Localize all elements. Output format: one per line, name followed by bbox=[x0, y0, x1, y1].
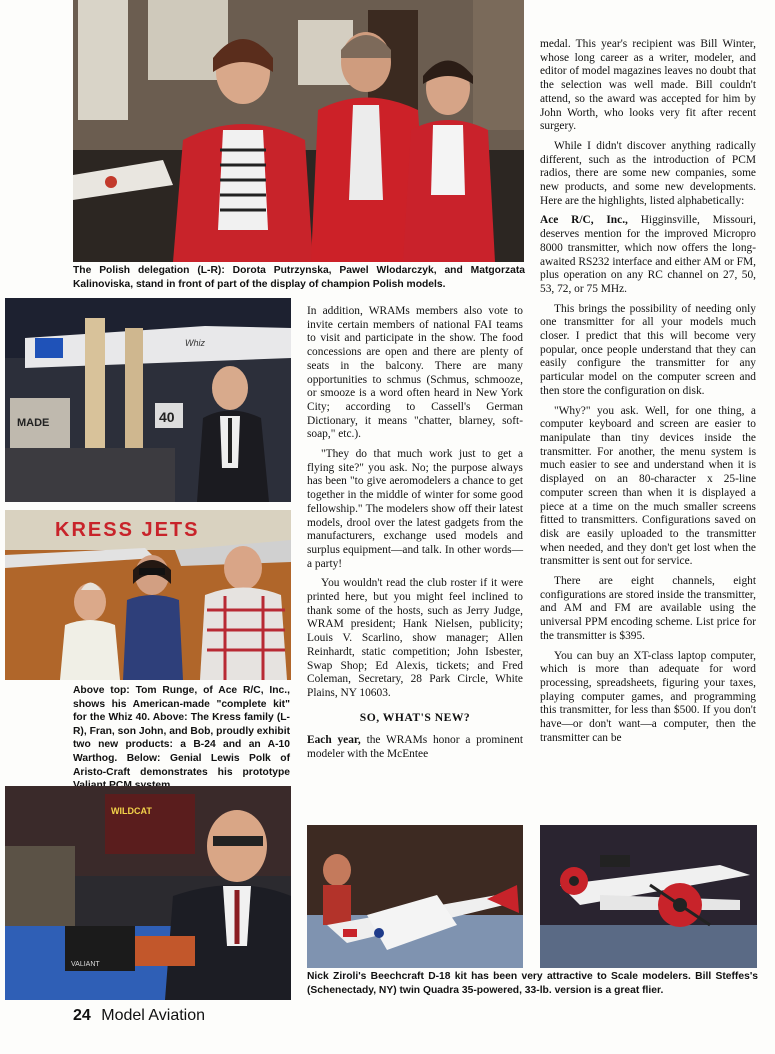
photo-kress-jets bbox=[5, 510, 291, 680]
wildcat-sign-text: WILDCAT bbox=[111, 806, 152, 816]
page-footer bbox=[73, 1007, 205, 1025]
photo-beechcraft-2 bbox=[540, 825, 757, 968]
right-paragraph-6: There are eight channels, eight configurations are stored inside the transmitter, and AM and FM are available using the universal PPM encoding scheme. List price for the transmitter is $395. bbox=[540, 575, 756, 642]
mid-paragraph-4 bbox=[307, 734, 523, 761]
middle-text-column bbox=[307, 305, 523, 768]
right-paragraph-2: While I didn't discover anything radically different, such as the introduction of PCM radios, there are some new companies, some new products, and some new developments. Here are the highlights, listed alphabetically: bbox=[540, 139, 756, 207]
photo-ace-rc bbox=[5, 298, 291, 502]
valiant-label-text: VALIANT bbox=[71, 961, 100, 968]
caption-left-photos: Above top: Tom Runge, of Ace R/C, Inc., shows his American-made "complete kit" for the Whiz 40. Above: The Kress family (L-R), Fran, son John, and Bob, proudly exhibit two new products: a B-24 and an A-10 Warthog. Below: Genial Lewis Polk of Aristo-Craft demonstrates his prototype bbox=[73, 685, 290, 778]
mid-paragraph-4-lead: Each year, bbox=[307, 734, 361, 747]
photo-polish-delegation bbox=[73, 0, 524, 262]
right-paragraph-3-lead: Ace R/C, Inc., bbox=[540, 214, 628, 227]
right-paragraph-3 bbox=[540, 214, 756, 296]
page-number: 24 bbox=[73, 1007, 91, 1024]
booth-number-text: 40 bbox=[159, 409, 175, 425]
kress-jets-banner: KRESS JETS bbox=[55, 519, 200, 541]
right-paragraph-1: medal. This year's recipient was Bill Winter, whose long career as a writer, modeler, and editor of model magazines leaves no doubt that the selection was well made. Bill couldn't attend, so the award was accepted for him by John Worth, who looks very fit after recent surgery. bbox=[540, 38, 756, 133]
caption-polish-delegation: The Polish delegation (L-R): Dorota Putrzynska, Pawel Wlodarczyk, and Matgorzata Kalinoviska, stand in front of part of the display of champion Polish models. bbox=[73, 265, 525, 290]
right-text-column bbox=[540, 38, 756, 751]
right-paragraph-7: You can buy an XT-class laptop computer, which is more than adequate for word processing, spreadsheets, figuring your taxes, playing computer games, and programming this transmitter, for less than $500. If you don't have—or don't want—a computer, then the transmitter can be bbox=[540, 649, 756, 744]
right-paragraph-3-body: Higginsville, Missouri, deserves mention for the improved Micropro 8000 transmitter, which now offers the long-awaited RS232 interface and either AM or FM, plus operation on any RC channel on 27, 50, 53, 72, or 75 MHz. bbox=[540, 214, 756, 295]
magazine-name: Model Aviation bbox=[101, 1007, 206, 1024]
whiz-label: Whiz bbox=[185, 338, 205, 348]
caption-beechcraft: Nick Ziroli's Beechcraft D-18 kit has been very attractive to Scale modelers. Bill Steffes's (Schenectady, NY) twin Quadra 35-powered, 33-lb. version is a great flier. bbox=[307, 971, 758, 996]
section-heading: SO, WHAT'S NEW? bbox=[359, 710, 471, 724]
mid-paragraph-1: In addition, WRAMs members also vote to invite certain members of national FAI teams to visit and participate in the show. The food concessions are open and there are plenty of seats in the balcony. There are many opportunities to schmus (Schmus, schmooze, or smooze is a word often heard in New York City; according to Cassell's German Dictionary, it means "chatter, blarney, soft-soap," etc.). bbox=[307, 305, 523, 441]
mid-paragraph-3: You wouldn't read the club roster if it were printed here, but you might feel inclined to thank some of the hosts, such as Jerry Judge, WRAM president; Hank Nielsen, publicity; Louis V. Scarlino, show manager; Allen Reinhardt, static competition; John Isbester, Swap Shop; Ed Alexis, tickets; and Fred Coleman, Secretary, 28 Park Circle, White Plains, NY 10603. bbox=[307, 577, 523, 699]
mid-paragraph-2: "They do that much work just to get a flying site?" you ask. No; the purpose always has been "to give aeromodelers a chance to get together in the middle of winter for some good fellowship." The modelers show off their latest models, drool over the latest gadgets from the manufacturers, exchange used models and surplus equipment—and talk. In other words—a party! bbox=[307, 448, 523, 570]
made-sign-text: MADE bbox=[17, 417, 50, 429]
right-paragraph-5: "Why?" you ask. Well, for one thing, a computer keyboard and screen are easier to manipulate than tiny devices inside the transmitter. For another, the menu system is much easier to see and understand when it is displayed on an 80-character x 25-line computer screen than when it is displayed a piece at a time on the much smaller screens fitted to transmitters. Configurations saved on disk are easily uploaded to the transmitter when needed, and they don't get lost when the transmitter is sent out for service. bbox=[540, 404, 756, 568]
photo-aristo-craft bbox=[5, 786, 291, 1000]
mid-paragraph-4-body: the WRAMs honor a prominent modeler with the McEntee bbox=[307, 734, 523, 761]
photo-beechcraft-1 bbox=[307, 825, 523, 968]
right-paragraph-4: This brings the possibility of needing only one transmitter for all your models much closer. I predict that this will become very popular, once people understand that they can easily configure the transmitter for any particular model on the computer screen and then store the configuration on disk. bbox=[540, 302, 756, 397]
